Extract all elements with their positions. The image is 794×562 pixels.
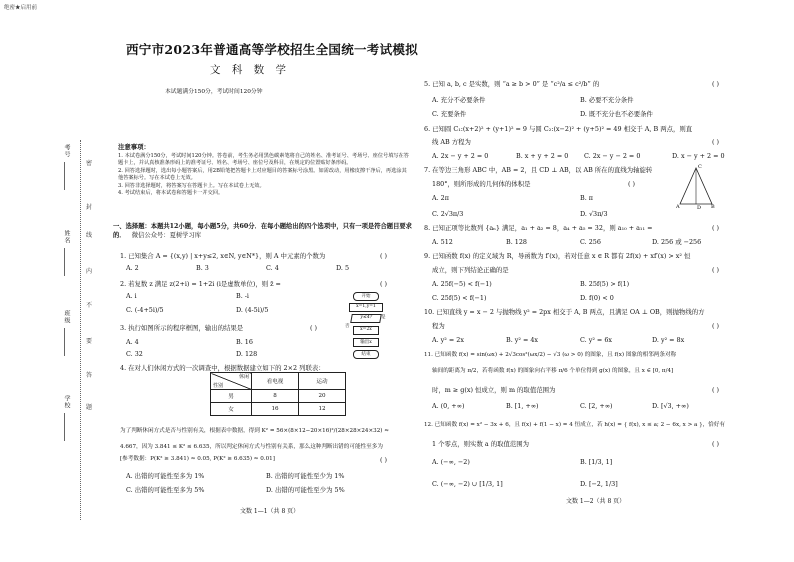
table-corner-top: 休闲 bbox=[238, 374, 249, 380]
triangle-figure bbox=[676, 162, 716, 210]
binding-margin bbox=[60, 140, 108, 520]
page-footer-left: 文数 1—1（共 8 页） bbox=[240, 508, 300, 515]
q12-paren: ( ) bbox=[712, 440, 720, 448]
q4-continuation-2: 4.667，因为 3.841 ≤ K² ≤ 6.635，所以判定休闲方式与性别有关系，那么这种判断出错的可能性至多为 bbox=[120, 444, 383, 450]
q10-option-c: C. y² = 6x bbox=[580, 336, 612, 344]
q3-stem: 3. 执行如图所示的程序框图，输出的结果是 bbox=[120, 324, 244, 332]
q6-continuation: 线 AB 方程为 bbox=[432, 138, 471, 146]
q12-option-a: A. (−∞, −2) bbox=[432, 458, 470, 466]
q10-stem: 10. 已知直线 y = x − 2 与抛物线 y² = 2px 相交于 A, B 两点，且满足 OA ⊥ OB，则抛物线的方 bbox=[424, 308, 705, 316]
flowchart bbox=[345, 292, 393, 372]
q10-option-b: B. y² = 4x bbox=[506, 336, 539, 344]
q8-option-b: B. 128 bbox=[506, 238, 527, 246]
q10-option-a: A. y² = 2x bbox=[432, 336, 464, 344]
flow-start: 开始 bbox=[353, 292, 379, 301]
exam-number-line bbox=[64, 162, 65, 190]
q9-continuation: 成立，则下列结论正确的是 bbox=[432, 266, 509, 274]
q5-option-c: C. 充要条件 bbox=[432, 110, 467, 118]
q4-option-d: D. 出错的可能性至少为 5% bbox=[266, 486, 345, 494]
notice-item: 1. 本试卷满分150分，考试时间120分钟。答卷前，考生务必用黑色碳素笔将自己的姓名、准考证号、考场号、座位号填写在答题卡上，并认真核准条形码上的准考证号、姓名、考场号、座位号及科目，在规定的位置贴好条形码。 bbox=[118, 153, 409, 167]
q2-option-d: D. (4-5i)/5 bbox=[236, 306, 269, 314]
q6-option-d: D. x − y + 2 = 0 bbox=[672, 152, 725, 160]
q7-paren: ( ) bbox=[628, 180, 636, 188]
q10-continuation: 程为 bbox=[432, 322, 445, 330]
q7-option-d: D. √3π/3 bbox=[580, 210, 608, 218]
q5-option-b: B. 必要不充分条件 bbox=[580, 96, 634, 104]
triangle-label-b: B bbox=[711, 204, 715, 210]
seal-char: 题 bbox=[86, 404, 93, 411]
q9-option-a: A. 25f(−5) < f(−1) bbox=[432, 280, 492, 288]
q12-option-d: D. [−2, 1/3] bbox=[580, 480, 618, 488]
q4-stem: 4. 在对人们休闲方式的一次调查中，根据数据建立如下的 2×2 列联表： bbox=[120, 364, 325, 372]
watermark-text: 微信公众号：夏树学习库 bbox=[131, 232, 202, 239]
notice-title: 注意事项： bbox=[118, 143, 150, 151]
seal-char: 要 bbox=[86, 338, 93, 345]
section-heading-text: 一、选择题：本题共12小题，每小题5分，共60分．在每小题给出的四个选项中，只有一项是符合题目要求的． bbox=[113, 223, 412, 239]
q7-option-a: A. 2π bbox=[432, 194, 449, 202]
q8-option-c: C. 256 bbox=[580, 238, 601, 246]
seal-char: 答 bbox=[86, 372, 93, 379]
q11-continuation-2: 时，m ≥ g(x) 恒成立，则 m 的取值范围为 bbox=[432, 386, 556, 394]
name-line bbox=[64, 248, 65, 276]
notice-item: 3. 回答非选择题时，将答案写在答题卡上。写在本试卷上无效。 bbox=[118, 182, 265, 189]
exam-number-label: 考号 bbox=[63, 144, 70, 158]
q7-stem: 7. 在等边三角形 ABC 中，AB = 2，且 CD ⊥ AB，以 AB 所在的直线为轴旋转 bbox=[424, 166, 653, 174]
q4-continuation: 为了判断休闲方式是否与性别有关，根据表中数据，得到 K² = 56×(8×12−20×16)²/(28×28×24×32) ≈ bbox=[120, 428, 389, 434]
q2-option-a: A. i bbox=[126, 292, 137, 300]
table-cell: 8 bbox=[252, 390, 299, 403]
q12-continuation: 1 个零点，则实数 a 的取值范围为 bbox=[432, 440, 530, 448]
flow-step: x=2x bbox=[353, 326, 379, 335]
contingency-table bbox=[210, 372, 346, 416]
q9-stem: 9. 已知函数 f(x) 的定义域为 R，导函数为 f′(x)，若对任意 x ∈ R 都有 2f(x) + xf′(x) > x² 恒 bbox=[424, 252, 691, 260]
q3-option-d: D. 128 bbox=[236, 350, 258, 358]
q11-continuation: 轴间的距离为 π/2，若将函数 f(x) 的图象向右平移 π/6 个单位得到 g(x) 的图象，且 x ∈ [0, π/4] bbox=[432, 368, 674, 374]
q4-reference: [参考数据：P(K² ≥ 3.841) ≈ 0.05, P(K² ≥ 6.635) ≈ 0.01] bbox=[120, 456, 275, 462]
q11-option-a: A. (0, +∞) bbox=[432, 402, 465, 410]
q5-option-a: A. 充分不必要条件 bbox=[432, 96, 486, 104]
table-cell: 12 bbox=[299, 403, 346, 416]
notice-block bbox=[118, 142, 410, 197]
q8-stem: 8. 已知正项等比数列 {aₙ} 满足，a₁ + a₂ = 8，a₄ + a₅ = 32，则 a₁₀ + a₁₁ = bbox=[424, 224, 653, 232]
flow-init: x=1,y=1 bbox=[349, 303, 383, 312]
q3-option-c: C. 32 bbox=[126, 350, 143, 358]
seal-char: 内 bbox=[86, 268, 93, 275]
q7-option-b: B. π bbox=[580, 194, 593, 202]
q1-paren: ( ) bbox=[380, 252, 388, 260]
q9-option-d: D. f(0) < 0 bbox=[580, 294, 614, 302]
q11-option-d: D. [√3, +∞) bbox=[652, 402, 689, 410]
q12-stem: 12. 已知函数 f(x) = x² − 3x + 6，且 f(x) + f(1 − x) = 4 恒成立，若 h(x) = { f(x), x ≤ a; 2 − 6x, x > a }，恰好有 bbox=[424, 422, 726, 428]
exam-subtitle: 文 科 数 学 bbox=[210, 64, 291, 76]
q1-option-d: D. 5 bbox=[336, 264, 350, 272]
q5-stem: 5. 已知 a, b, c 是实数，则 “a ≥ b > 0” 是 “c²/a ≤ c²/b” 的 bbox=[424, 80, 600, 88]
notice-item: 2. 回答选择题时，选出每小题答案后，用2B铅笔把答题卡上对应题目的答案标号涂黑。如需改动，用橡皮擦干净后，再选涂其他答案标号。写在本试卷上无效。 bbox=[118, 167, 407, 182]
q6-paren: ( ) bbox=[712, 138, 720, 146]
q9-paren: ( ) bbox=[712, 266, 720, 274]
class-label: 班级 bbox=[63, 310, 70, 324]
seal-char: 密 bbox=[86, 160, 93, 167]
q8-option-a: A. 512 bbox=[432, 238, 453, 246]
seal-char: 封 bbox=[86, 204, 93, 211]
flow-yes: 是 bbox=[381, 315, 386, 320]
flow-condition: y≤4? bbox=[350, 314, 382, 323]
q4-option-c: C. 出错的可能性至多为 5% bbox=[126, 486, 205, 494]
q4-option-a: A. 出错的可能性至多为 1% bbox=[126, 472, 205, 480]
q11-option-c: C. [2, +∞) bbox=[580, 402, 613, 410]
q3-paren: ( ) bbox=[310, 324, 318, 332]
q6-option-b: B. x + y + 2 = 0 bbox=[516, 152, 569, 160]
table-corner-cell bbox=[211, 373, 252, 390]
q2-stem: 2. 若复数 z 满足 z(2+i) = 1+2i (i是虚数单位)，则 z̄ = bbox=[120, 280, 281, 288]
table-row-label: 男 bbox=[211, 390, 252, 403]
q1-option-c: C. 4 bbox=[266, 264, 279, 272]
q9-option-b: B. 25f(5) > f(1) bbox=[580, 280, 630, 288]
q4-option-b: B. 出错的可能性至少为 1% bbox=[266, 472, 345, 480]
q10-option-d: D. y² = 8x bbox=[652, 336, 685, 344]
table-row-label: 女 bbox=[211, 403, 252, 416]
flow-no: 否 bbox=[345, 324, 350, 329]
q3-option-a: A. 4 bbox=[126, 338, 139, 346]
score-line: 本试题满分150分，考试时间120分钟 bbox=[165, 89, 263, 95]
q12-option-b: B. [1/3, 1] bbox=[580, 458, 613, 466]
q9-option-c: C. 25f(5) < f(−1) bbox=[432, 294, 487, 302]
q2-option-b: B. -i bbox=[236, 292, 249, 300]
flow-end: 结束 bbox=[353, 350, 379, 359]
q5-option-d: D. 既不充分也不必要条件 bbox=[580, 110, 653, 118]
q11-paren: ( ) bbox=[712, 386, 720, 394]
seal-line bbox=[80, 140, 81, 520]
q1-option-a: A. 2 bbox=[126, 264, 139, 272]
table-corner-bottom: 性别 bbox=[213, 383, 224, 389]
class-line bbox=[64, 328, 65, 356]
secret-mark: 绝密★启用前 bbox=[4, 5, 38, 11]
exam-title: 西宁市2023年普通高等学校招生全国统一考试模拟 bbox=[126, 42, 418, 57]
name-label: 姓名 bbox=[63, 230, 70, 244]
q6-option-c: C. 2x − y − 2 = 0 bbox=[584, 152, 641, 160]
triangle-label-c: C bbox=[698, 164, 702, 170]
table-header: 看电视 bbox=[252, 373, 299, 390]
q1-stem: 1. 已知集合 A = {(x,y) | x+y≤2, x∈N, y∈N*}，则 A 中元素的个数为 bbox=[120, 252, 326, 260]
q11-option-b: B. [1, +∞) bbox=[506, 402, 539, 410]
q11-stem: 11. 已知函数 f(x) = sin(ωx) + 2√3cos²(ωx/2) − √3 (ω > 0) 的图象，且 f(x) 图象的相邻两条对称 bbox=[424, 352, 677, 358]
seal-char: 不 bbox=[86, 302, 93, 309]
seal-char: 线 bbox=[86, 232, 93, 239]
q8-option-d: D. 256 或 −256 bbox=[652, 238, 702, 246]
q7-option-c: C. 2√3π/3 bbox=[432, 210, 464, 218]
flow-output: 输出x bbox=[353, 338, 379, 347]
q5-paren: ( ) bbox=[712, 80, 720, 88]
table-cell: 16 bbox=[252, 403, 299, 416]
q7-continuation: 180°，则所形成的几何体的体积是 bbox=[432, 180, 531, 188]
q1-option-b: B. 3 bbox=[196, 264, 209, 272]
triangle-label-a: A bbox=[676, 204, 680, 210]
q2-option-c: C. (-4+5i)/5 bbox=[126, 306, 164, 314]
page-footer-right: 文数 1—2（共 8 页） bbox=[566, 498, 626, 505]
q3-option-b: B. 16 bbox=[236, 338, 253, 346]
q10-paren: ( ) bbox=[712, 322, 720, 330]
q4-paren: ( ) bbox=[380, 456, 388, 464]
notice-item: 4. 考试结束后，将本试卷和答题卡一并交回。 bbox=[118, 190, 224, 197]
table-cell: 20 bbox=[299, 390, 346, 403]
q6-stem: 6. 已知圆 C₁:(x+2)² + (y+1)² = 9 与圆 C₂:(x−2)² + (y+5)² = 49 相交于 A, B 两点，则直 bbox=[424, 125, 693, 133]
triangle-label-d: D bbox=[697, 205, 702, 210]
q8-paren: ( ) bbox=[712, 224, 720, 232]
q6-option-a: A. 2x − y + 2 = 0 bbox=[432, 152, 489, 160]
q2-paren: ( ) bbox=[380, 280, 388, 288]
school-line bbox=[64, 413, 65, 441]
section-heading bbox=[113, 222, 413, 240]
q12-option-c: C. (−∞, −2) ∪ [1/3, 1] bbox=[432, 480, 503, 488]
table-header: 运动 bbox=[299, 373, 346, 390]
school-label: 学校 bbox=[63, 395, 70, 409]
